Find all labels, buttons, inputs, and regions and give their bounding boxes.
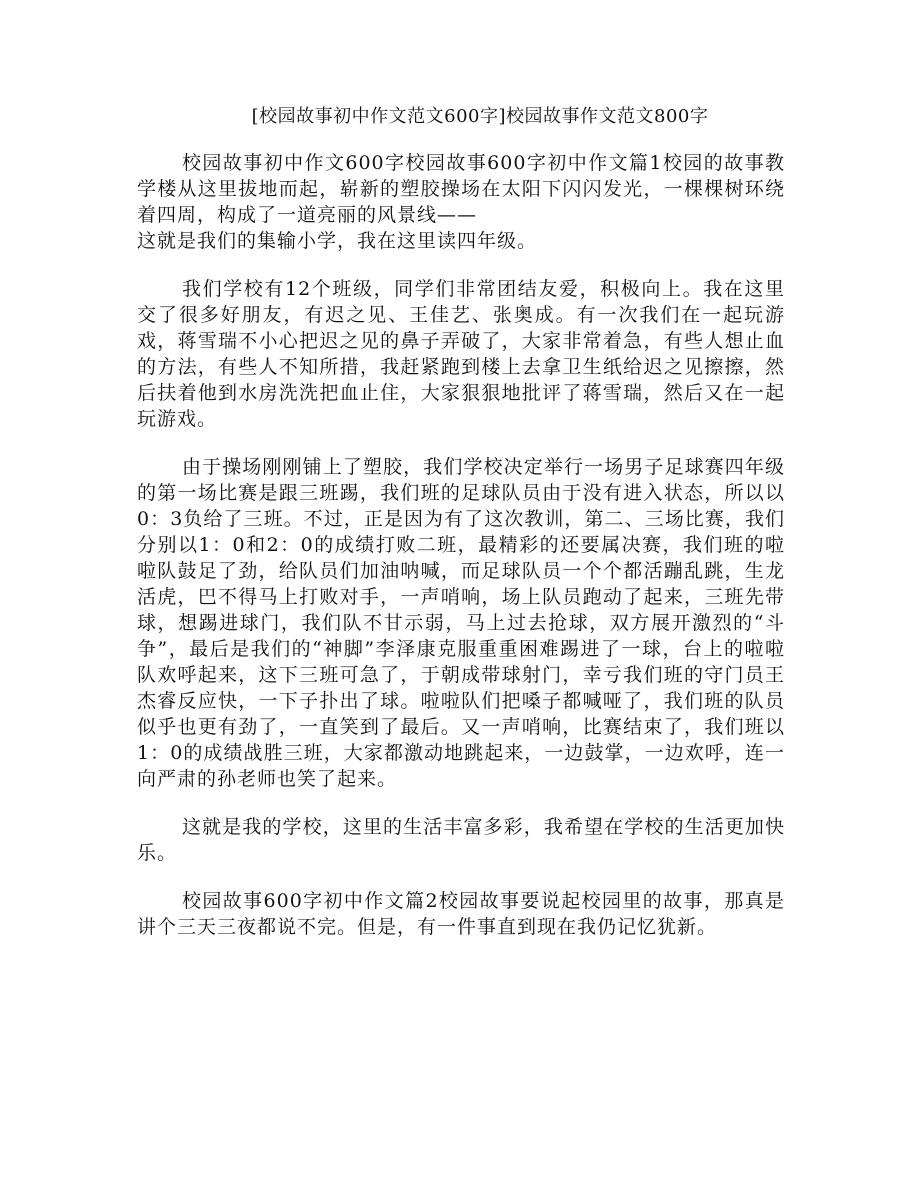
paragraph-2: 我们学校有12个班级，同学们非常团结友爱，积极向上。我在这里交了很多好朋友，有迟之见、王佳艺、张奥成。有一次我们在一起玩游戏，蒋雪瑞不小心把迟之见的鼻子弄破了，大家非常着急，有些人想止血的方法，有些人不知所措，我赶紧跑到楼上去拿卫生纸给迟之见擦擦，然后扶着他到水房洗洗把血止住，大家狠狠地批评了蒋雪瑞，然后又在一起玩游戏。 [137, 278, 785, 430]
paragraph-4: 这就是我的学校，这里的生活丰富多彩，我希望在学校的生活更加快乐。 [137, 816, 785, 864]
paragraph-1-line-1: 校园故事初中作文600字校园故事600字初中作文篇1校园的故事教学楼从这里拔地而起，崭新的塑胶操场在太阳下闪闪发光，一棵棵树环绕着四周，构成了一道亮丽的风景线—— [137, 152, 785, 226]
document-title: [校园故事初中作文范文600字]校园故事作文范文800字 [251, 106, 709, 127]
document-body [137, 150, 785, 962]
paragraph-1-line-2: 这就是我们的集输小学，我在这里读四年级。 [137, 230, 538, 252]
paragraph-5: 校园故事600字初中作文篇2校园故事要说起校园里的故事，那真是讲个三天三夜都说不完。但是，有一件事直到现在我仍记忆犹新。 [137, 890, 785, 938]
paragraph-1 [137, 150, 785, 254]
paragraph-3: 由于操场刚刚铺上了塑胶，我们学校决定举行一场男子足球赛四年级的第一场比赛是跟三班踢，我们班的足球队员由于没有进入状态，所以以0：3负给了三班。不过，正是因为有了这次教训，第二、三场比赛，我们分别以1：0和2：0的成绩打败二班，最精彩的还要属决赛，我们班的啦啦队鼓足了劲，给队员们加油呐喊，而足球队员一个个都活蹦乱跳，生龙活虎，巴不得马上打败对手，一声哨响，场上队员跑动了起来，三班先带球，想踢进球门，我们队不甘示弱，马上过去抢球，双方展开激烈的“斗争”，最后是我们的“神脚”李泽康克服重重困难踢进了一球，台上的啦啦队欢呼起来，这下三班可急了，于朝成带球射门，幸亏我们班的守门员王杰睿反应快，一下子扑出了球。啦啦队们把嗓子都喊哑了，我们班的队员似乎也更有劲了，一直笑到了最后。又一声哨响，比赛结束了，我们班以1：0的成绩战胜三班，大家都激动地跳起来，一边鼓掌，一边欢呼，连一向严肃的孙老师也笑了起来。 [137, 456, 785, 790]
